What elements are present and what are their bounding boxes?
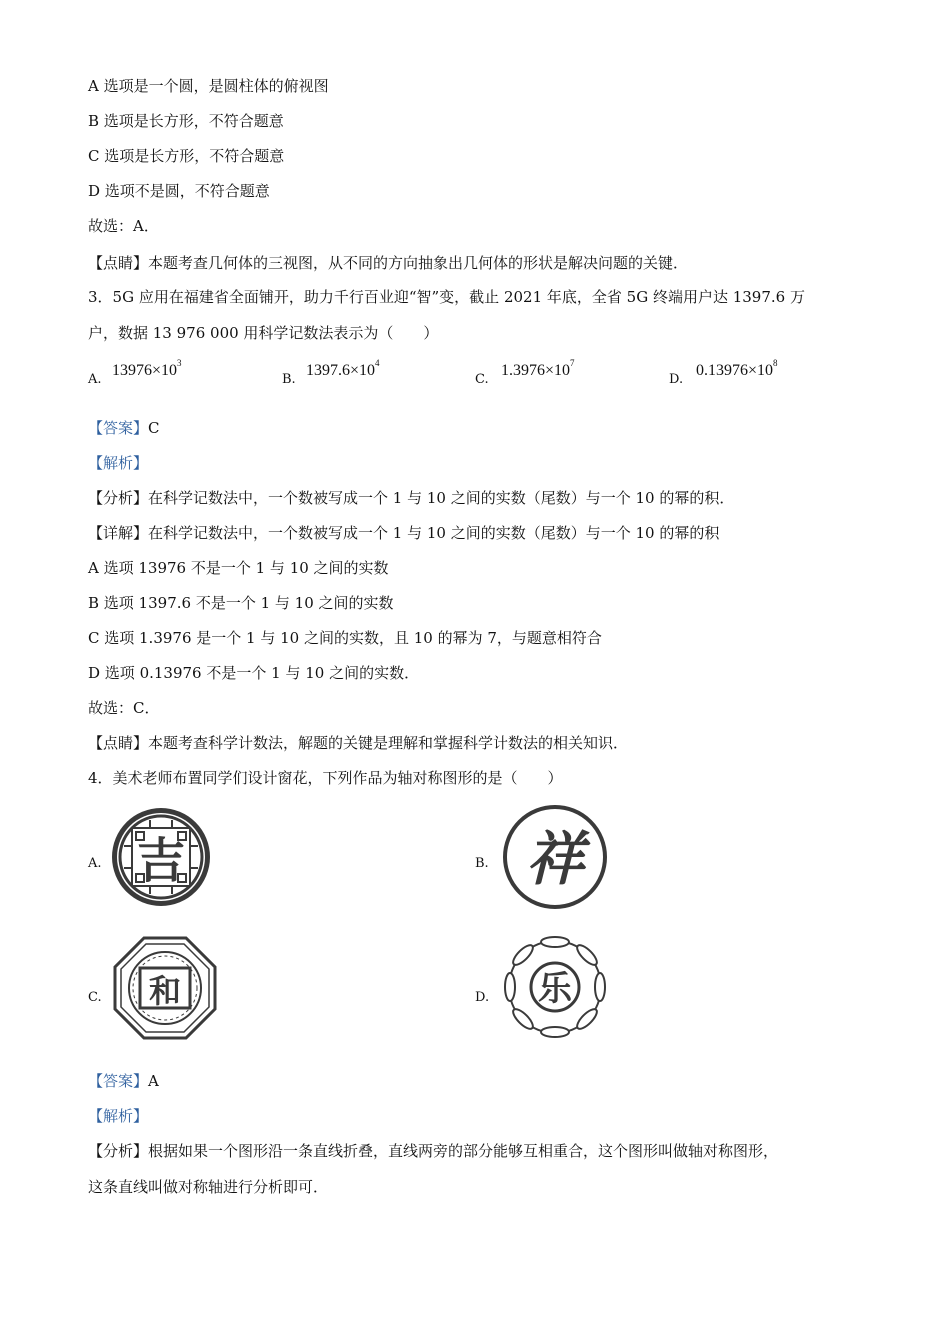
q4-stem: 4．美术老师布置同学们设计窗花，下列作品为轴对称图形的是（ ） [88, 769, 563, 787]
fenxi-text: 在科学记数法中，一个数被写成一个 1 与 10 之间的实数（尾数）与一个 10 的幂的积． [148, 489, 735, 507]
q4-option-c-label: C. [88, 990, 102, 1005]
xiangjie-text: 在科学记数法中，一个数被写成一个 1 与 10 之间的实数（尾数）与一个 10 的幂的积 [148, 524, 720, 542]
q3-stem-line2: 户，数据 13 976 000 用科学记数法表示为（ ） [88, 324, 439, 342]
fenxi-tag: 【分析】 [88, 1142, 149, 1160]
q3-option-d-label: D. [669, 372, 684, 387]
xiang-window-flower-icon [502, 804, 608, 910]
answer-value: C [148, 419, 160, 437]
svg-text:和: 和 [148, 972, 182, 1010]
q4-fenxi-line1 [88, 1141, 778, 1161]
prev-line-b: B 选项是长方形，不符合题意 [88, 112, 284, 130]
svg-text:祥: 祥 [525, 825, 585, 893]
q3-fenxi [88, 488, 734, 508]
dianjing-tag: 【点睛】 [88, 734, 149, 752]
q4-option-a-label: A. [88, 856, 102, 871]
q3-answer [88, 418, 160, 438]
dianjing-text: 本题考查科学计数法，解题的关键是理解和掌握科学计数法的相关知识． [148, 734, 629, 752]
q3-stem-line1: 3．5G 应用在福建省全面铺开，助力千行百业迎“智”变，截止 2021 年底，全省 5G 终端用户达 1397.6 万 [88, 288, 805, 306]
svg-text:吉: 吉 [136, 833, 186, 889]
q3-detail-a: A 选项 13976 不是一个 1 与 10 之间的实数 [88, 559, 389, 577]
le-window-flower-icon [502, 934, 608, 1040]
q3-detail-d: D 选项 0.13976 不是一个 1 与 10 之间的实数． [88, 664, 420, 682]
prev-dianjing [88, 253, 688, 273]
xiangjie-tag: 【详解】 [88, 524, 149, 542]
q3-option-d-value: $0.13976\times 10^8$ [696, 358, 778, 379]
q3-option-a-value: $13976\times 10^3$ [112, 358, 182, 379]
answer-tag: 【答案】 [88, 1072, 149, 1090]
he-window-flower-icon [113, 936, 217, 1040]
q4-option-d-label: D. [475, 990, 490, 1005]
q4-analysis-heading: 【解析】 [88, 1107, 149, 1125]
ji-window-flower-icon [110, 806, 212, 908]
prev-line-a: A 选项是一个圆，是圆柱体的俯视图 [88, 77, 329, 95]
q4-fenxi-line2: 这条直线叫做对称轴进行分析即可． [88, 1178, 329, 1196]
q4-answer [88, 1071, 159, 1091]
svg-text:乐: 乐 [538, 969, 572, 1009]
q3-detail-b: B 选项 1397.6 不是一个 1 与 10 之间的实数 [88, 594, 394, 612]
answer-value: A [148, 1072, 159, 1090]
prev-line-d: D 选项不是圆，不符合题意 [88, 182, 270, 200]
q3-conclusion: 故选：C． [88, 699, 160, 717]
q3-xiangjie [88, 523, 719, 543]
q3-option-c-value: $1.3976\times 10^7$ [501, 358, 575, 379]
q3-detail-c: C 选项 1.3976 是一个 1 与 10 之间的实数，且 10 的幂为 7，与题意相符合 [88, 629, 602, 647]
q3-analysis-heading: 【解析】 [88, 454, 149, 472]
dianjing-text: 本题考查几何体的三视图，从不同的方向抽象出几何体的形状是解决问题的关键． [148, 254, 689, 272]
dianjing-tag: 【点睛】 [88, 254, 149, 272]
q3-dianjing [88, 733, 628, 753]
fenxi-text: 根据如果一个图形沿一条直线折叠，直线两旁的部分能够互相重合，这个图形叫做轴对称图形， [148, 1142, 779, 1160]
q4-option-b-label: B. [475, 856, 489, 871]
q3-option-c-label: C. [475, 372, 489, 387]
q3-option-b-value: $1397.6\times 10^4$ [306, 358, 380, 379]
q3-option-a-label: A. [88, 372, 102, 387]
prev-conclusion: 故选：A． [88, 217, 159, 235]
fenxi-tag: 【分析】 [88, 489, 149, 507]
prev-line-c: C 选项是长方形，不符合题意 [88, 147, 285, 165]
q3-option-b-label: B. [282, 372, 296, 387]
answer-tag: 【答案】 [88, 419, 149, 437]
